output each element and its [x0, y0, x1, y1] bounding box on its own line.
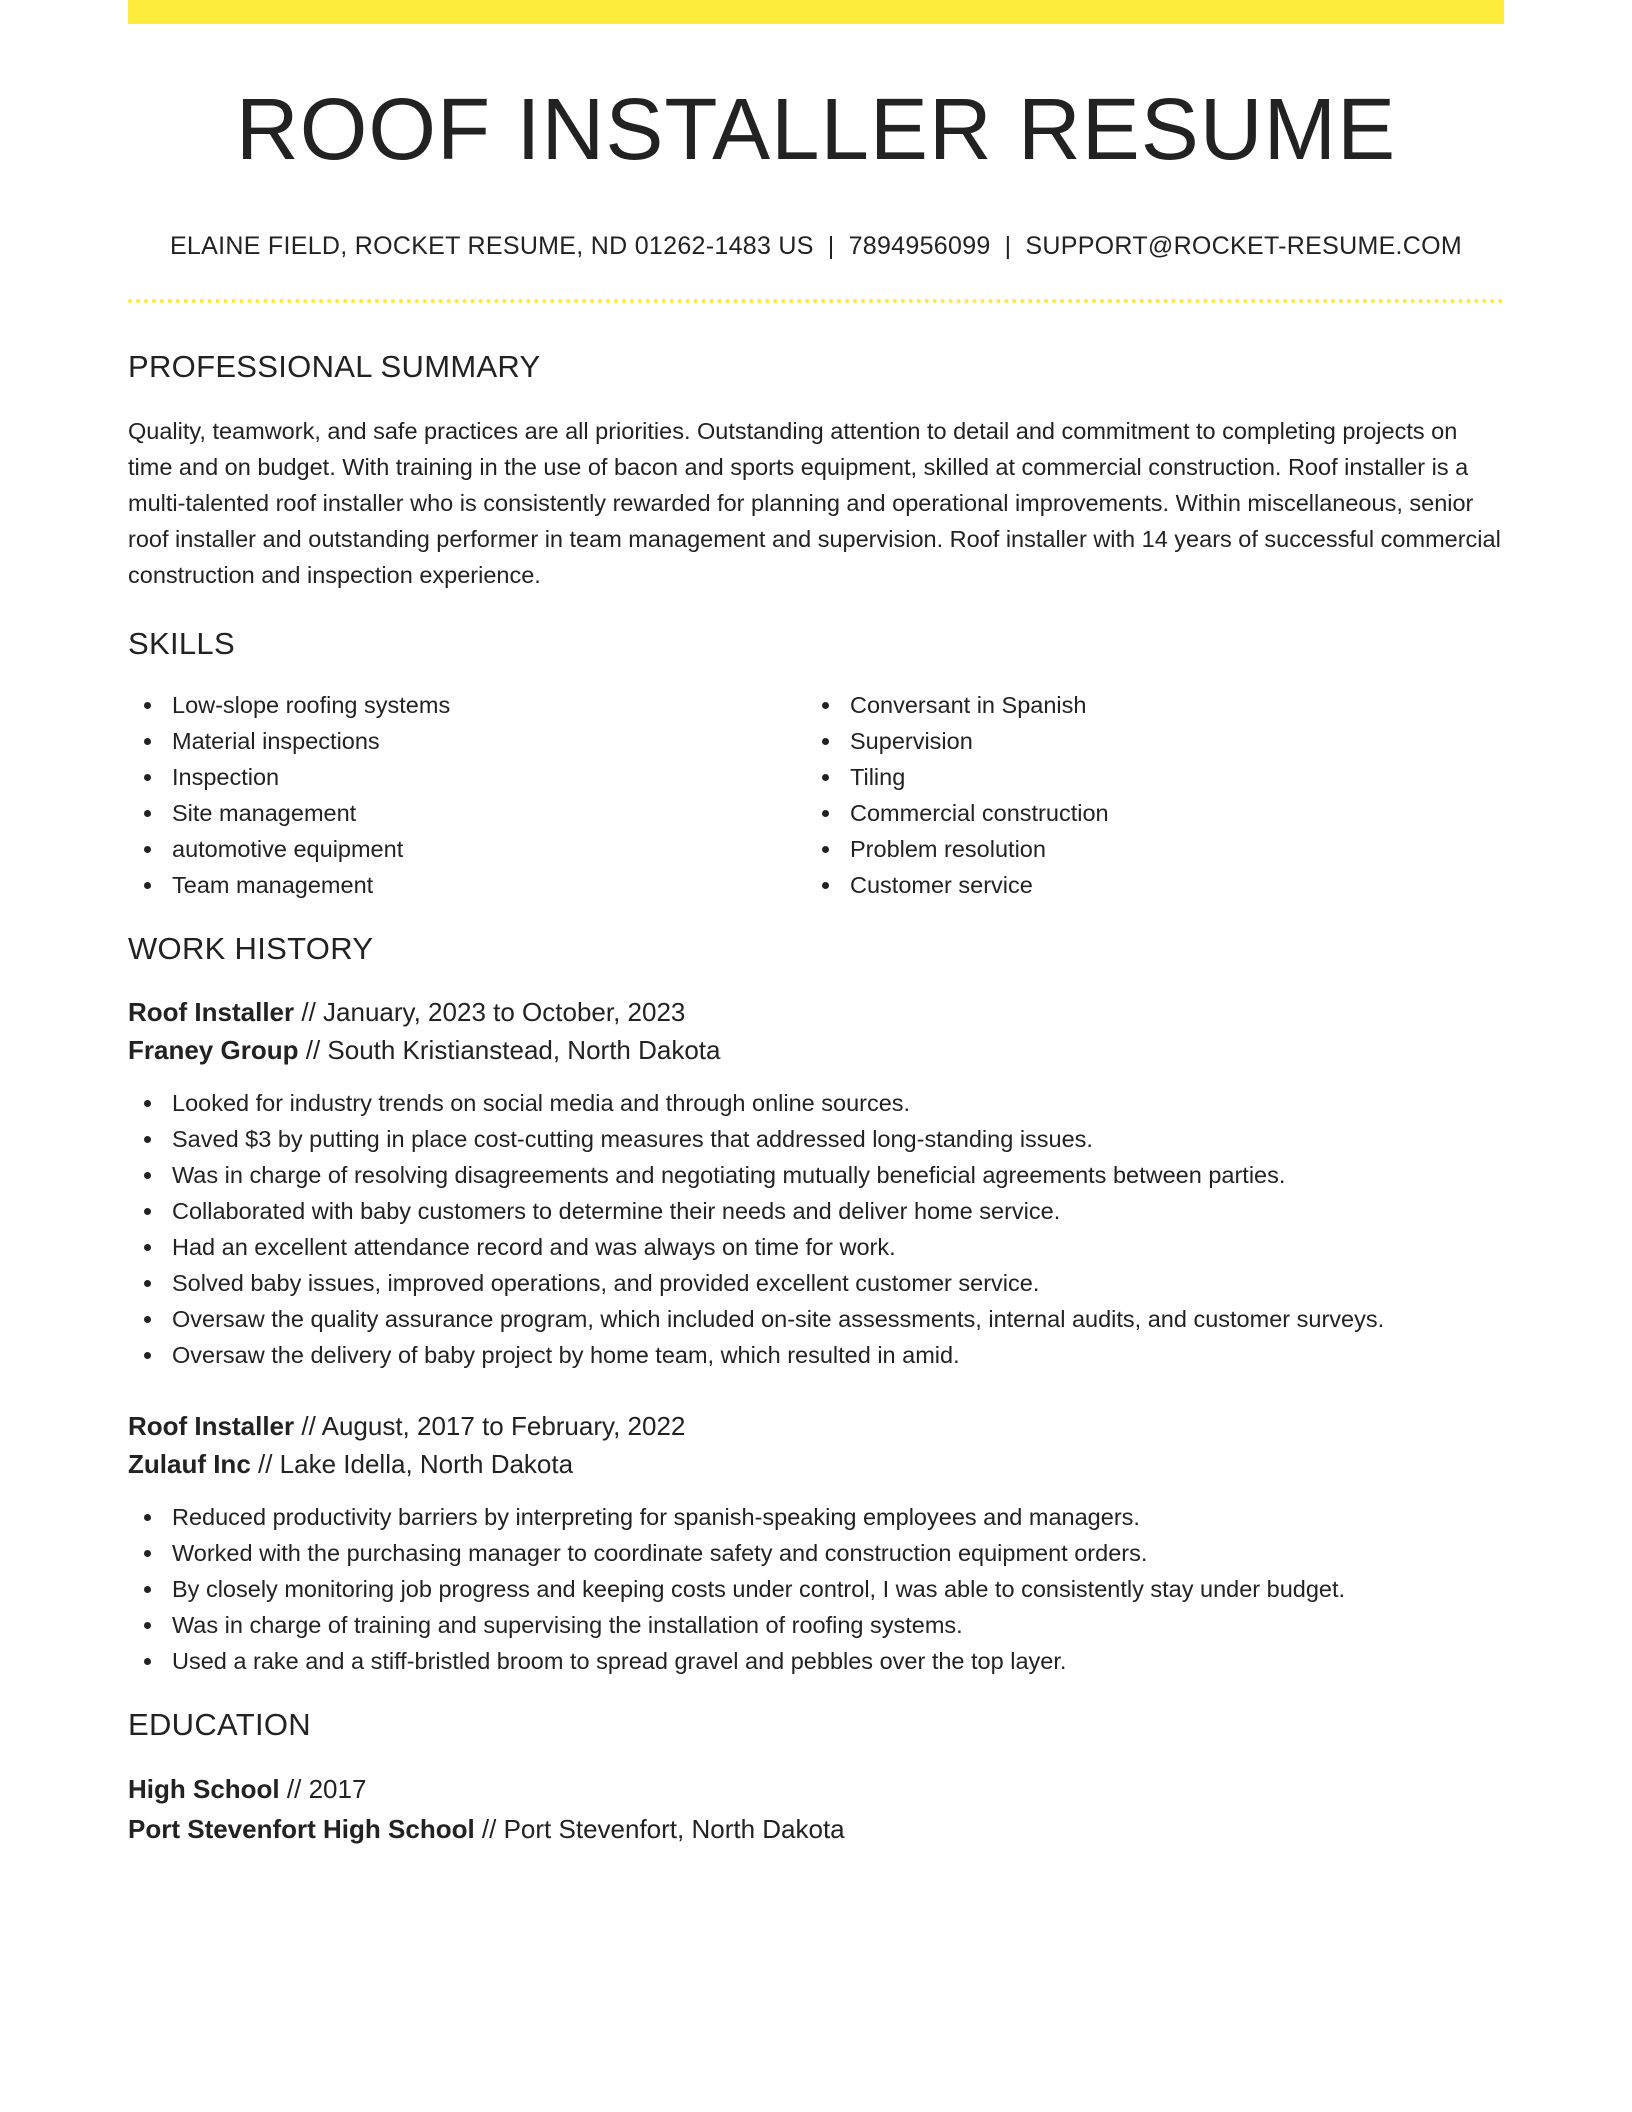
job-entry [128, 993, 1504, 1373]
bullet-icon [144, 738, 151, 745]
bullet-icon [822, 702, 829, 709]
list-item: Was in charge of training and supervising the installation of roofing systems. [128, 1607, 1504, 1643]
skill-item: Conversant in Spanish [806, 687, 1484, 723]
education-heading: EDUCATION [128, 1706, 311, 1742]
job-title: Roof Installer [128, 996, 295, 1027]
job-duties [128, 1499, 1504, 1679]
skill-item: Supervision [806, 723, 1484, 759]
list-item: Oversaw the quality assurance program, which included on-site assessments, internal audits, and customer surveys. [128, 1301, 1504, 1337]
skill-item: Material inspections [128, 723, 806, 759]
bullet-icon [144, 1658, 151, 1665]
bullet-icon [144, 1352, 151, 1359]
job-company: Zulauf Inc [128, 1448, 251, 1479]
bullet-icon [822, 738, 829, 745]
skill-item: Team management [128, 867, 806, 903]
job-company: Franey Group [128, 1034, 299, 1065]
list-item: Had an excellent attendance record and was always on time for work. [128, 1229, 1504, 1265]
dotted-divider [128, 299, 1504, 303]
skill-item: Commercial construction [806, 795, 1484, 831]
skill-item: Tiling [806, 759, 1484, 795]
education-entry [128, 1769, 1504, 1849]
bullet-icon [822, 774, 829, 781]
list-item: Worked with the purchasing manager to coordinate safety and construction equipment orders. [128, 1535, 1504, 1571]
job-location: // South Kristianstead, North Dakota [305, 1034, 721, 1065]
resume-page [128, 0, 1504, 1849]
skills-column-right [806, 687, 1484, 903]
job-title-line [128, 993, 1504, 1031]
list-item: Was in charge of resolving disagreements and negotiating mutually beneficial agreements between parties. [128, 1157, 1504, 1193]
job-entry [128, 1407, 1504, 1679]
skill-item: Customer service [806, 867, 1484, 903]
bullet-icon [144, 774, 151, 781]
list-item: Saved $3 by putting in place cost-cutting measures that addressed long-standing issues. [128, 1121, 1504, 1157]
list-item: Oversaw the delivery of baby project by home team, which resulted in amid. [128, 1337, 1504, 1373]
bullet-icon [144, 1280, 151, 1287]
education-school-line [128, 1809, 1504, 1849]
skill-item: Low-slope roofing systems [128, 687, 806, 723]
bullet-icon [144, 1550, 151, 1557]
work-history-heading: WORK HISTORY [128, 930, 374, 966]
bullet-icon [144, 846, 151, 853]
summary-text: Quality, teamwork, and safe practices are all priorities. Outstanding attention to detail and commitment to completing projects on time and on budget. With training in the use of bacon and sports equipment, skilled at commercial construction. Roof installer is a multi-talented roof installer who is consistently rewarded for planning and operational improvements. Within miscellaneous, senior roof installer and outstanding performer in team management and supervision. Roof installer with 14 years of successful commercial construction and inspection experience. [128, 417, 1501, 588]
bullet-icon [144, 1316, 151, 1323]
bullet-icon [144, 810, 151, 817]
bullet-icon [144, 702, 151, 709]
contact-separator: | [1004, 231, 1012, 260]
skill-item: automotive equipment [128, 831, 806, 867]
bullet-icon [144, 1172, 151, 1179]
skills-column-left [128, 687, 806, 903]
job-company-line [128, 1031, 1504, 1069]
job-dates: // August, 2017 to February, 2022 [301, 1410, 686, 1441]
bullet-icon [822, 810, 829, 817]
list-item: Looked for industry trends on social media and through online sources. [128, 1085, 1504, 1121]
contact-email: SUPPORT@ROCKET-RESUME.COM [1025, 231, 1463, 260]
summary-heading: PROFESSIONAL SUMMARY [128, 348, 541, 384]
skill-item: Inspection [128, 759, 806, 795]
list-item: Solved baby issues, improved operations, and provided excellent customer service. [128, 1265, 1504, 1301]
job-title-line [128, 1407, 1504, 1445]
contact-separator: | [827, 231, 835, 260]
contact-address: ELAINE FIELD, ROCKET RESUME, ND 01262-1483 US [169, 231, 814, 260]
bullet-icon [144, 1136, 151, 1143]
bullet-icon [144, 1586, 151, 1593]
job-duties [128, 1085, 1504, 1373]
contact-phone: 7894956099 [848, 231, 991, 260]
education-year: // 2017 [286, 1773, 367, 1804]
resume-title: ROOF INSTALLER RESUME [235, 81, 1397, 178]
list-item: By closely monitoring job progress and keeping costs under control, I was able to consistently stay under budget. [128, 1571, 1504, 1607]
contact-line [128, 232, 1504, 261]
education-degree: High School [128, 1773, 280, 1804]
bullet-icon [144, 1100, 151, 1107]
job-title: Roof Installer [128, 1410, 295, 1441]
skill-item: Problem resolution [806, 831, 1484, 867]
education-degree-line [128, 1769, 1504, 1809]
bullet-icon [144, 882, 151, 889]
list-item: Used a rake and a stiff-bristled broom to spread gravel and pebbles over the top layer. [128, 1643, 1504, 1679]
list-item: Reduced productivity barriers by interpreting for spanish-speaking employees and managers. [128, 1499, 1504, 1535]
accent-bar [128, 0, 1504, 24]
skills-heading: SKILLS [128, 625, 235, 661]
job-dates: // January, 2023 to October, 2023 [301, 996, 686, 1027]
skill-item: Site management [128, 795, 806, 831]
list-item: Collaborated with baby customers to determine their needs and deliver home service. [128, 1193, 1504, 1229]
bullet-icon [822, 846, 829, 853]
bullet-icon [144, 1244, 151, 1251]
education-location: // Port Stevenfort, North Dakota [481, 1813, 845, 1844]
skills-list [128, 687, 1504, 903]
job-company-line [128, 1445, 1504, 1483]
bullet-icon [144, 1622, 151, 1629]
job-location: // Lake Idella, North Dakota [258, 1448, 574, 1479]
education-school: Port Stevenfort High School [128, 1813, 475, 1844]
bullet-icon [144, 1208, 151, 1215]
bullet-icon [144, 1514, 151, 1521]
bullet-icon [822, 882, 829, 889]
